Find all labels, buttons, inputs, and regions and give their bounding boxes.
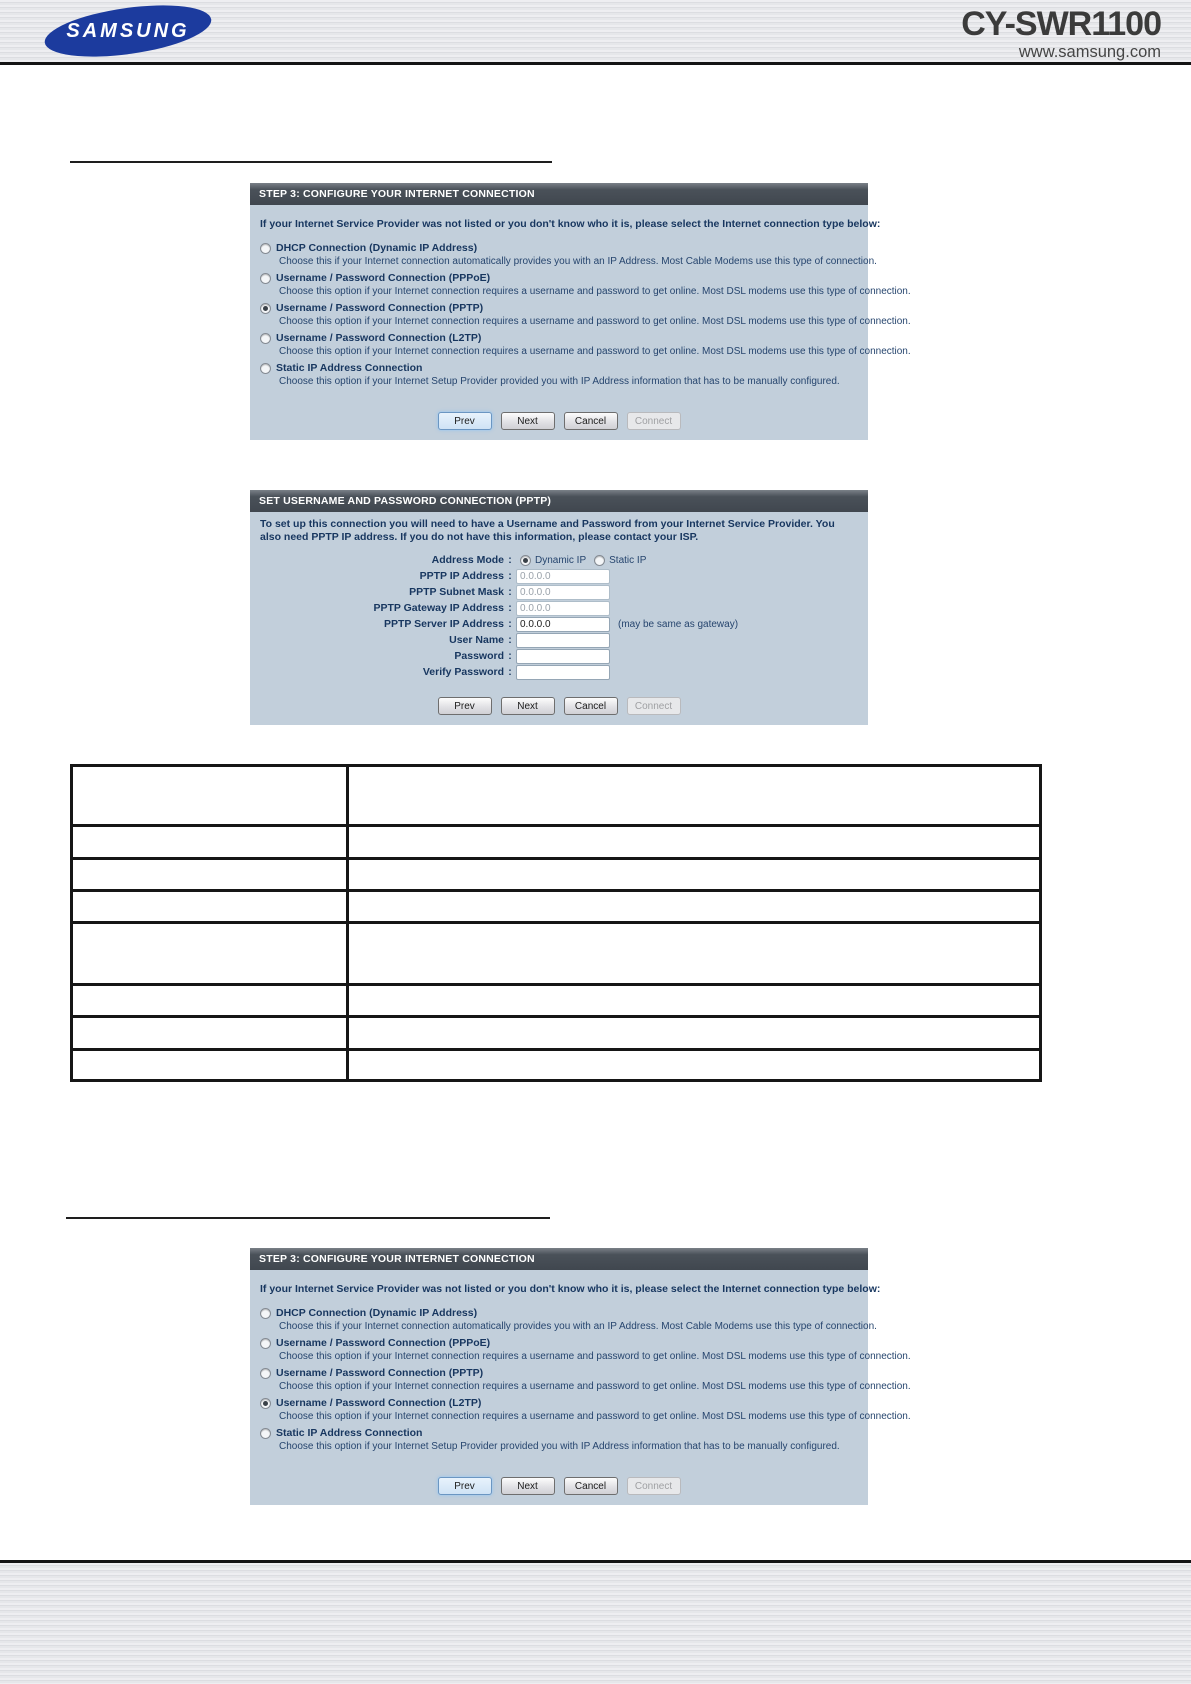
next-button[interactable]: Next (501, 412, 555, 430)
table-row (72, 1017, 1041, 1050)
button-row (260, 697, 858, 715)
cancel-button[interactable]: Cancel (564, 697, 618, 715)
field-label: Password (454, 650, 504, 662)
table-cell (348, 1017, 1041, 1050)
text-input[interactable] (516, 617, 610, 632)
option-label: Username / Password Connection (PPPoE) (276, 1337, 491, 1349)
cancel-button[interactable]: Cancel (564, 412, 618, 430)
option-label: Username / Password Connection (PPTP) (276, 1367, 484, 1379)
table-cell (72, 1017, 348, 1050)
samsung-logo (44, 6, 214, 56)
colon-separator: : (508, 618, 512, 630)
form-row (260, 648, 858, 664)
form-row (260, 616, 858, 632)
table-cell (348, 826, 1041, 859)
colon-separator: : (508, 666, 512, 678)
form-row (260, 664, 858, 680)
text-input[interactable] (516, 585, 610, 600)
form-row (260, 568, 858, 584)
prev-button[interactable]: Prev (438, 697, 492, 715)
address-mode-radios (516, 555, 646, 566)
field-label: PPTP Server IP Address (383, 618, 504, 630)
model-block (961, 7, 1161, 61)
dialog-intro: If your Internet Service Provider was not listed or you don't know who it is, please select the Internet connection type below: (260, 218, 881, 230)
connect-button: Connect (627, 697, 681, 715)
colon-separator: : (508, 634, 512, 646)
step3-dialog-pptp (250, 183, 911, 440)
static-ip-label: Static IP (609, 554, 647, 566)
option-desc: Choose this if your Internet connection automatically provides you with an IP Address. Most Cable Modems use this type of connection. (279, 1321, 877, 1332)
connection-option (260, 1336, 911, 1364)
dynamic-ip-label: Dynamic IP (535, 554, 587, 566)
table-row (72, 766, 1041, 826)
dynamic-ip-radio[interactable] (520, 555, 531, 566)
colon-separator: : (508, 602, 512, 614)
connect-button: Connect (627, 412, 681, 430)
field-label: Verify Password (422, 666, 504, 678)
option-desc: Choose this option if your Internet connection requires a username and password to get online. Most DSL modems use this type of connection. (279, 1351, 911, 1362)
model-number: CY-SWR1100 (961, 5, 1161, 43)
option-desc: Choose this option if your Internet connection requires a username and password to get online. Most DSL modems use this type of connection. (279, 346, 911, 357)
text-input[interactable] (516, 665, 610, 680)
radio-button[interactable] (260, 363, 271, 374)
section-underline (70, 161, 552, 163)
colon-separator: : (508, 586, 512, 598)
table-cell (348, 985, 1041, 1017)
radio-button[interactable] (260, 1368, 271, 1379)
field-label: PPTP Subnet Mask (409, 586, 504, 598)
step3-dialog-l2tp (250, 1248, 911, 1505)
next-button[interactable]: Next (501, 1477, 555, 1495)
table-cell (72, 859, 348, 891)
section-underline (66, 1217, 550, 1219)
option-label: Username / Password Connection (PPPoE) (276, 272, 491, 284)
field-label: PPTP Gateway IP Address (373, 602, 504, 614)
pptp-form (260, 552, 858, 680)
option-label: Static IP Address Connection (276, 1427, 423, 1439)
form-row (260, 584, 858, 600)
table-cell (72, 1050, 348, 1081)
dialog-body (250, 512, 868, 725)
colon-separator: : (508, 650, 512, 662)
field-label: User Name (449, 634, 504, 646)
text-input[interactable] (516, 649, 610, 664)
table-cell (72, 826, 348, 859)
website-url: www.samsung.com (1018, 43, 1161, 61)
notes-table (70, 764, 1042, 1082)
button-row (260, 1477, 858, 1495)
form-row-address-mode (260, 552, 858, 568)
table-cell (348, 1050, 1041, 1081)
connection-option (260, 331, 911, 359)
prev-button[interactable]: Prev (438, 1477, 492, 1495)
option-desc: Choose this option if your Internet Setup Provider provided you with IP Address information that has to be manually configured. (279, 376, 840, 387)
radio-button[interactable] (260, 333, 271, 344)
cancel-button[interactable]: Cancel (564, 1477, 618, 1495)
dialog-title-bar: STEP 3: CONFIGURE YOUR INTERNET CONNECTION (250, 183, 868, 205)
prev-button[interactable]: Prev (438, 412, 492, 430)
option-desc: Choose this option if your Internet connection requires a username and password to get online. Most DSL modems use this type of connection. (279, 286, 911, 297)
form-row (260, 632, 858, 648)
table-row (72, 923, 1041, 985)
text-input[interactable] (516, 569, 610, 584)
header-stripes (0, 0, 1191, 65)
dialog-title-bar: STEP 3: CONFIGURE YOUR INTERNET CONNECTION (250, 1248, 868, 1270)
table-cell (72, 891, 348, 923)
table-row (72, 1050, 1041, 1081)
table-row (72, 891, 1041, 923)
button-row (260, 412, 858, 430)
table-cell (348, 891, 1041, 923)
table-cell (348, 859, 1041, 891)
radio-button[interactable] (260, 243, 271, 254)
colon-separator: : (508, 554, 512, 566)
connection-option (260, 1396, 911, 1424)
table-row (72, 826, 1041, 859)
table-row (72, 985, 1041, 1017)
table-cell (72, 985, 348, 1017)
radio-button[interactable] (260, 303, 271, 314)
connection-option (260, 241, 877, 269)
connection-option (260, 1426, 858, 1454)
text-input[interactable] (516, 601, 610, 616)
radio-button[interactable] (260, 273, 271, 284)
field-note: (may be same as gateway) (618, 618, 739, 630)
option-label: Static IP Address Connection (276, 362, 423, 374)
connection-option (260, 301, 911, 329)
connection-option (260, 1366, 911, 1394)
radio-button[interactable] (260, 1308, 271, 1319)
option-desc: Choose this option if your Internet connection requires a username and password to get online. Most DSL modems use this type of connection. (279, 1381, 911, 1392)
option-label: Username / Password Connection (PPTP) (276, 302, 484, 314)
static-ip-radio[interactable] (594, 555, 605, 566)
option-label: DHCP Connection (Dynamic IP Address) (276, 1307, 478, 1319)
footer-stripes (0, 1560, 1191, 1684)
dialog-body (250, 1270, 911, 1505)
colon-separator: : (508, 570, 512, 582)
text-input[interactable] (516, 633, 610, 648)
dialog-title-bar: SET USERNAME AND PASSWORD CONNECTION (PPTP) (250, 490, 868, 512)
connection-option (260, 361, 858, 389)
option-desc: Choose this option if your Internet Setup Provider provided you with IP Address information that has to be manually configured. (279, 1441, 840, 1452)
field-label: PPTP IP Address (419, 570, 504, 582)
next-button[interactable]: Next (501, 697, 555, 715)
form-row (260, 600, 858, 616)
dialog-body (250, 205, 911, 440)
connect-button: Connect (627, 1477, 681, 1495)
option-desc: Choose this option if your Internet connection requires a username and password to get online. Most DSL modems use this type of connection. (279, 316, 911, 327)
table-cell (72, 923, 348, 985)
table-cell (348, 923, 1041, 985)
connection-option (260, 271, 911, 299)
connection-option (260, 1306, 877, 1334)
logo-text: SAMSUNG (66, 19, 190, 42)
dialog-intro: To set up this connection you will need to have a Username and Password from your Internet Service Provider. You also need PPTP IP address. If you do not have this information, please contact your ISP. (260, 518, 835, 543)
option-desc: Choose this if your Internet connection automatically provides you with an IP Address. Most Cable Modems use this type of connection. (279, 256, 877, 267)
option-label: Username / Password Connection (L2TP) (276, 1397, 482, 1409)
radio-button[interactable] (260, 1398, 271, 1409)
table-row (72, 859, 1041, 891)
radio-button[interactable] (260, 1428, 271, 1439)
radio-button[interactable] (260, 1338, 271, 1349)
table-cell (72, 766, 348, 826)
option-label: DHCP Connection (Dynamic IP Address) (276, 242, 478, 254)
option-desc: Choose this option if your Internet connection requires a username and password to get online. Most DSL modems use this type of connection. (279, 1411, 911, 1422)
table-cell (348, 766, 1041, 826)
dialog-intro: If your Internet Service Provider was not listed or you don't know who it is, please select the Internet connection type below: (260, 1283, 881, 1295)
pptp-settings-dialog (250, 490, 868, 725)
option-label: Username / Password Connection (L2TP) (276, 332, 482, 344)
field-label: Address Mode (431, 554, 504, 566)
